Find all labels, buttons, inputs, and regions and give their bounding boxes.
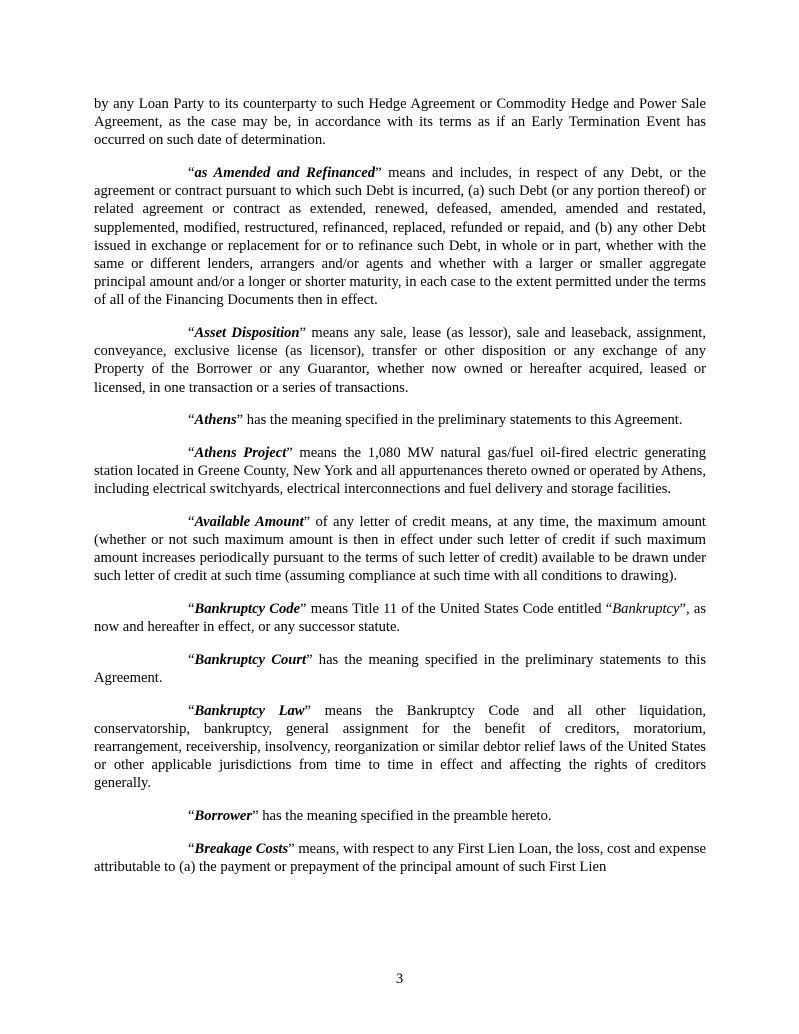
definition-text: has the meaning specified in the preliminary statements to this Agreement. bbox=[94, 651, 706, 687]
defined-term: Available Amount bbox=[194, 513, 304, 530]
definition-text-tail: , as now and hereafter in effect, or any successor statute. bbox=[94, 601, 707, 636]
definition-text: means the Bankruptcy Code and all other liquidation, conservatorship, bankruptcy, general assignment for the benefit of creditors, moratorium, rearrangement, receivership, insolvency, reorganization or similar debtor relief laws of the United States or other applicable jurisdictions from time to time in effect and affecting the rights of creditors generally. bbox=[94, 702, 707, 792]
definition-bankruptcy-law: “Bankruptcy Law” means the Bankruptcy Code and all other liquidation, conservatorship, bankruptcy, general assignment for the benefit of creditors, moratorium, rearrangement, receivership, insolvency, reorganization or similar debtor relief laws of the United States or other applicable jurisdictions from time to time in effect and affecting the rights of creditors generally. bbox=[94, 702, 707, 792]
definition-text: has the meaning specified in the preliminary statements to this Agreement. bbox=[243, 412, 683, 429]
definition-text: means any sale, lease (as lessor), sale and leaseback, assignment, conveyance, exclusive license (as licensor), transfer or other disposition or any exchange of any Property of the Borrower or any Guarantor, whether now owned or hereafter acquired, leased or licensed, in one transaction or a series of transactions. bbox=[94, 325, 706, 396]
defined-term: Bankruptcy Law bbox=[194, 702, 305, 719]
page-number: 3 bbox=[395, 971, 404, 987]
defined-term: as Amended and Refinanced bbox=[194, 165, 376, 181]
definition-bankruptcy-code: “Bankruptcy Code” means Title 11 of the United States Code entitled “Bankruptcy”, as now and hereafter in effect, or any successor statute. bbox=[94, 601, 707, 636]
defined-term: Bankruptcy Code bbox=[194, 601, 301, 618]
definition-as-amended-and-refinanced: “as Amended and Refinanced” means and includes, in respect of any Debt, or the agreement or contract pursuant to which such Debt is incurred, (a) such Debt (or any portion thereof) or related agreement or contract as extended, renewed, defeased, amended, amended and restated, supplemented, modified, restructured, refinanced, replaced, refunded or repaid, and (b) any other Debt issued in exchange or replacement for or to refinance such Debt, in whole or in part, whether with the same or different lenders, arrangers and/or agents and whether with a larger or smaller aggregate principal amount and/or a longer or shorter maturity, in each case to the extent permitted under the terms of all of the Financing Documents then in effect. bbox=[94, 165, 706, 309]
definition-asset-disposition: “Asset Disposition” means any sale, lease (as lessor), sale and leaseback, assignment, conveyance, exclusive license (as licensor), transfer or other disposition or any exchange of any Property of the Borrower or any Guarantor, whether now owned or hereafter acquired, leased or licensed, in one transaction or a series of transactions. bbox=[94, 325, 706, 396]
definition-text: of any letter of credit means, at any time, the maximum amount (whether or not such maximum amount is then in effect under such letter of credit if such maximum amount increases periodically pursuant to the terms of such letter of credit) available to be drawn under such letter of credit at such time (assuming compliance at such time with all conditions to drawing). bbox=[94, 513, 706, 585]
defined-term: Borrower bbox=[194, 808, 253, 825]
defined-term: Breakage Costs bbox=[194, 840, 289, 857]
defined-term: Bankruptcy Court bbox=[194, 651, 307, 668]
definition-borrower: “Borrower” has the meaning specified in the preamble hereto. bbox=[188, 808, 552, 825]
defined-term: Asset Disposition bbox=[194, 325, 300, 342]
definition-athens: “Athens” has the meaning specified in the preliminary statements to this Agreement. bbox=[188, 412, 683, 429]
definition-text: means Title 11 of the United States Code entitled bbox=[306, 601, 606, 618]
definition-text: has the meaning specified in the preamble hereto. bbox=[258, 808, 552, 825]
italic-reference: Bankruptcy bbox=[612, 601, 680, 618]
continuation-paragraph: by any Loan Party to its counterparty to such Hedge Agreement or Commodity Hedge and Power Sale Agreement, as the case may be, in accordance with its terms as if an Early Termination Event has occurred on such date of determination. bbox=[94, 96, 706, 149]
definition-bankruptcy-court: “Bankruptcy Court” has the meaning specified in the preliminary statements to this Agreement. bbox=[94, 651, 706, 687]
definition-available-amount: “Available Amount” of any letter of credit means, at any time, the maximum amount (whether or not such maximum amount is then in effect under such letter of credit if such maximum amount increases periodically pursuant to the terms of such letter of credit) available to be drawn under such letter of credit at such time (assuming compliance at such time with all conditions to drawing). bbox=[94, 513, 706, 585]
definition-text: means the 1,080 MW natural gas/fuel oil-fired electric generating station located in Greene County, New York and all appurtenances thereto owned or operated by Athens, including electrical switchyards, electrical interconnections and fuel delivery and storage facilities. bbox=[94, 444, 707, 498]
defined-term: Athens bbox=[194, 412, 237, 429]
definition-text: means, with respect to any First Lien Loan, the loss, cost and expense attributable to (a) the payment or prepayment of the principal amount of such First Lien bbox=[94, 840, 706, 875]
definition-breakage-costs: “Breakage Costs” means, with respect to any First Lien Loan, the loss, cost and expense attributable to (a) the payment or prepayment of the principal amount of such First Lien bbox=[94, 840, 706, 875]
defined-term: Athens Project bbox=[194, 444, 287, 461]
definition-athens-project: “Athens Project” means the 1,080 MW natural gas/fuel oil-fired electric generating station located in Greene County, New York and all appurtenances thereto owned or operated by Athens, including electrical switchyards, electrical interconnections and fuel delivery and storage facilities. bbox=[94, 444, 707, 498]
document-body bbox=[94, 95, 706, 890]
definition-text: means and includes, in respect of any Debt, or the agreement or contract pursuant to which such Debt is incurred, (a) such Debt (or any portion thereof) or related agreement or contract as extended, renewed, defeased, amended, amended and restated, supplemented, modified, restructured, refinanced, replaced, refunded or repaid, and (b) any other Debt issued in exchange or replacement for or to refinance such Debt, in whole or in part, whether with the same or different lenders, arrangers and/or agents and whether with a larger or smaller aggregate principal amount and/or a longer or shorter maturity, in each case to the extent permitted under the terms of all of the Financing Documents then in effect. bbox=[94, 165, 706, 309]
